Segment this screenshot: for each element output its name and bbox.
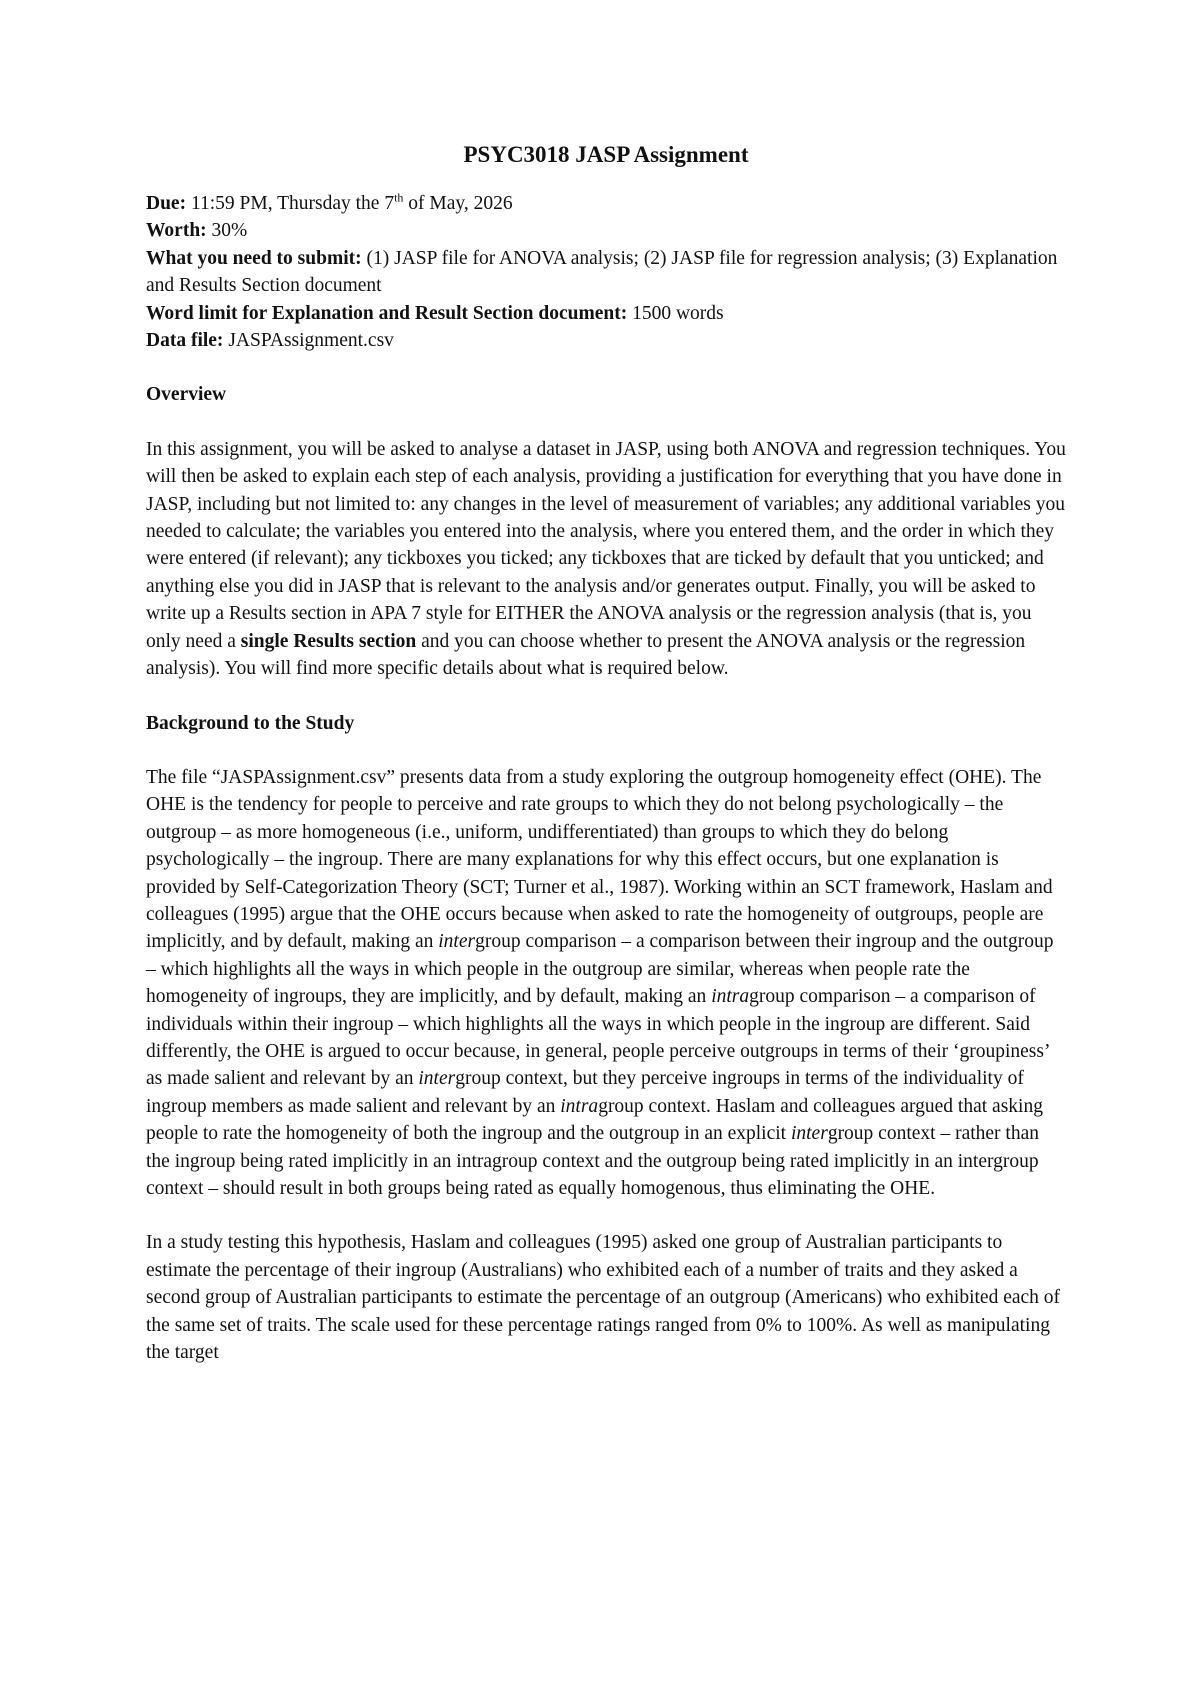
overview-emphasis: single Results section bbox=[240, 630, 417, 652]
overview-text-end: and you can choose whether to present the ANOVA analysis or the regression analysis). You will find more specific details about what is required below. bbox=[146, 630, 1026, 680]
bg-text-f: group context – rather than the ingroup being rated implicitly in an intragroup context and the outgroup being rated implicitly in an intergroup context – should result in both groups being rated as equally homogenous, thus eliminating the OHE. bbox=[146, 1123, 1039, 1199]
worth-value: 30% bbox=[206, 220, 248, 242]
overview-paragraph bbox=[146, 436, 1066, 683]
due-value: 11:59 PM, Thursday the 7 bbox=[186, 193, 395, 214]
due-line bbox=[146, 190, 1066, 217]
bg-text-c: group comparison – a comparison of individuals within their ingroup – which highlights all the ways in which people in the ingroup are different. Said differently, the OHE is argued to occur because, in general, people perceive outgroups in terms of their ‘groupiness’ as made salient and relevant by an bbox=[146, 986, 1050, 1090]
bg-text-e: group context. Haslam and colleagues argued that asking people to rate the homogeneity of both the ingroup and the outgroup in an explicit bbox=[146, 1095, 1043, 1145]
word-limit-label: Word limit for Explanation and Result Section document: bbox=[146, 302, 628, 324]
submit-label: What you need to submit: bbox=[146, 247, 362, 269]
worth-label: Worth: bbox=[146, 220, 207, 242]
document-page bbox=[146, 140, 1066, 1393]
worth-line bbox=[146, 217, 1066, 244]
overview-text: In this assignment, you will be asked to analyse a dataset in JASP, using both ANOVA and regression techniques. You will then be asked to explain each step of each analysis, providing a justification for everything that you have done in JASP, including but not limited to: any changes in the level of measurement of variables; any additional variables you needed to calculate; the variables you entered into the analysis, where you entered them, and the order in which they were entered (if relevant); any tickboxes you ticked; any tickboxes that are ticked by default that you unticked; and anything else you did in JASP that is relevant to the analysis and/or generates output. Finally, you will be asked to write up a Results section in APA 7 style for EITHER the ANOVA analysis or the regression analysis (that is, you only need a bbox=[146, 438, 1066, 652]
background-paragraph-1 bbox=[146, 764, 1066, 1203]
word-limit-value: 1500 words bbox=[627, 302, 724, 324]
word-limit-line bbox=[146, 300, 1066, 327]
due-superscript: th bbox=[394, 190, 404, 205]
submit-value: (1) JASP file for ANOVA analysis; (2) JASP file for regression analysis; (3) Explanation and Results Section document bbox=[146, 247, 1058, 297]
bg-italic-inter-2: inter bbox=[418, 1068, 456, 1090]
due-value-end: of May, 2026 bbox=[403, 193, 513, 214]
due-label: Due: bbox=[146, 193, 187, 214]
data-file-label: Data file: bbox=[146, 330, 224, 352]
bg-italic-inter-3: inter bbox=[790, 1123, 828, 1145]
assignment-details bbox=[146, 190, 1066, 354]
bg-italic-intra-1: intra bbox=[711, 986, 750, 1008]
background-paragraph-2: In a study testing this hypothesis, Haslam and colleagues (1995) asked one group of Australian participants to estimate the percentage of their ingroup (Australians) who exhibited each of a number of traits and they asked a second group of Australian participants to estimate the percentage of an outgroup (Americans) who exhibited each of the same set of traits. The scale used for these percentage ratings ranged from 0% to 100%. As well as manipulating the target bbox=[146, 1232, 1061, 1364]
overview-heading: Overview bbox=[146, 384, 227, 406]
data-file-line bbox=[146, 327, 1066, 354]
bg-text-b: group comparison – a comparison between their ingroup and the outgroup – which highlights all the ways in which people in the outgroup are similar, whereas when people rate the homogeneity of ingroups, they are implicitly, and by default, making an bbox=[146, 931, 1054, 1008]
submit-line bbox=[146, 245, 1066, 300]
bg-italic-intra-2: intra bbox=[560, 1095, 599, 1117]
bg-text-a: The file “JASPAssignment.csv” presents data from a study exploring the outgroup homogeneity effect (OHE). The OHE is the tendency for people to perceive and rate groups to which they do not belong psychologically – the outgroup – as more homogeneous (i.e., uniform, undifferentiated) than groups to which they do belong psychologically – the ingroup. There are many explanations for why this effect occurs, but one explanation is provided by Self-Categorization Theory (SCT; Turner et al., 1987). Working within an SCT framework, Haslam and colleagues (1995) argue that the OHE occurs because when asked to rate the homogeneity of outgroups, people are implicitly, and by default, making an bbox=[146, 766, 1053, 953]
bg-text-d: group context, but they perceive ingroups in terms of the individuality of ingroup members as made salient and relevant by an bbox=[146, 1068, 1024, 1117]
background-heading: Background to the Study bbox=[146, 712, 355, 734]
data-file-value: JASPAssignment.csv bbox=[223, 330, 394, 352]
document-title: PSYC3018 JASP Assignment bbox=[463, 142, 749, 167]
bg-italic-inter-1: inter bbox=[438, 931, 476, 953]
